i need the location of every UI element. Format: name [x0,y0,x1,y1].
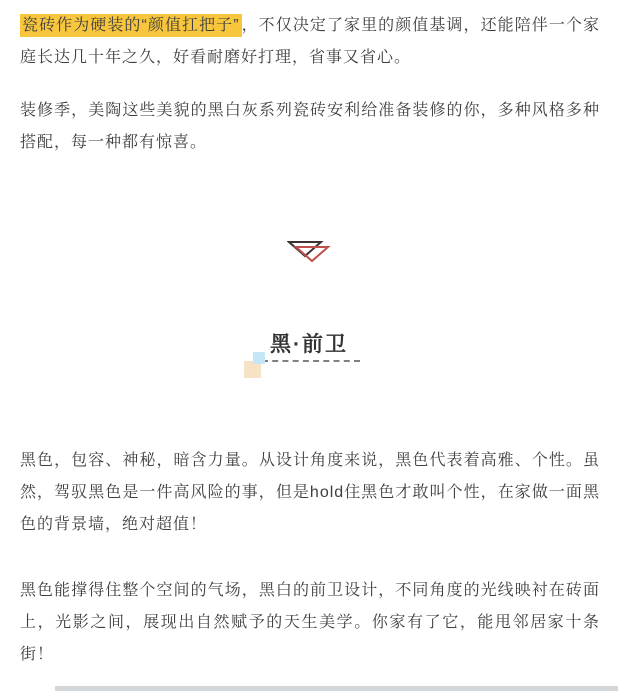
highlighted-text: 瓷砖作为硬装的“颜值扛把子” [20,14,242,37]
dashed-underline [262,360,360,362]
section-heading-black [0,332,618,384]
intro-paragraph [20,10,600,74]
season-paragraph: 装修季，美陶这些美貌的黑白灰系列瓷砖安利给准备装修的你，多种风格多种搭配，每一种都有惊喜。 [20,102,600,151]
section-heading-text: 黑·前卫 [270,333,348,356]
next-image-top-edge [55,686,618,691]
intro-paragraph-text: ，不仅决定了家里的颜值基调，还能陪伴一个家庭长达几十年之久，好看耐磨好打理，省事又省心。 [20,17,600,66]
double-triangle-down-icon [0,240,618,266]
blue-square-decor [253,352,265,364]
black-design-paragraph: 黑色，包容、神秘，暗含力量。从设计角度来说，黑色代表着高雅、个性。虽然，驾驭黑色是一件高风险的事，但是hold住黑色才敢叫个性，在家做一面黑色的背景墙，绝对超值！ [20,452,600,533]
black-aura-paragraph: 黑色能撑得住整个空间的气场，黑白的前卫设计，不同角度的光线映衬在砖面上，光影之间，展现出自然赋予的天生美学。你家有了它，能甩邻居家十条街！ [20,582,600,663]
